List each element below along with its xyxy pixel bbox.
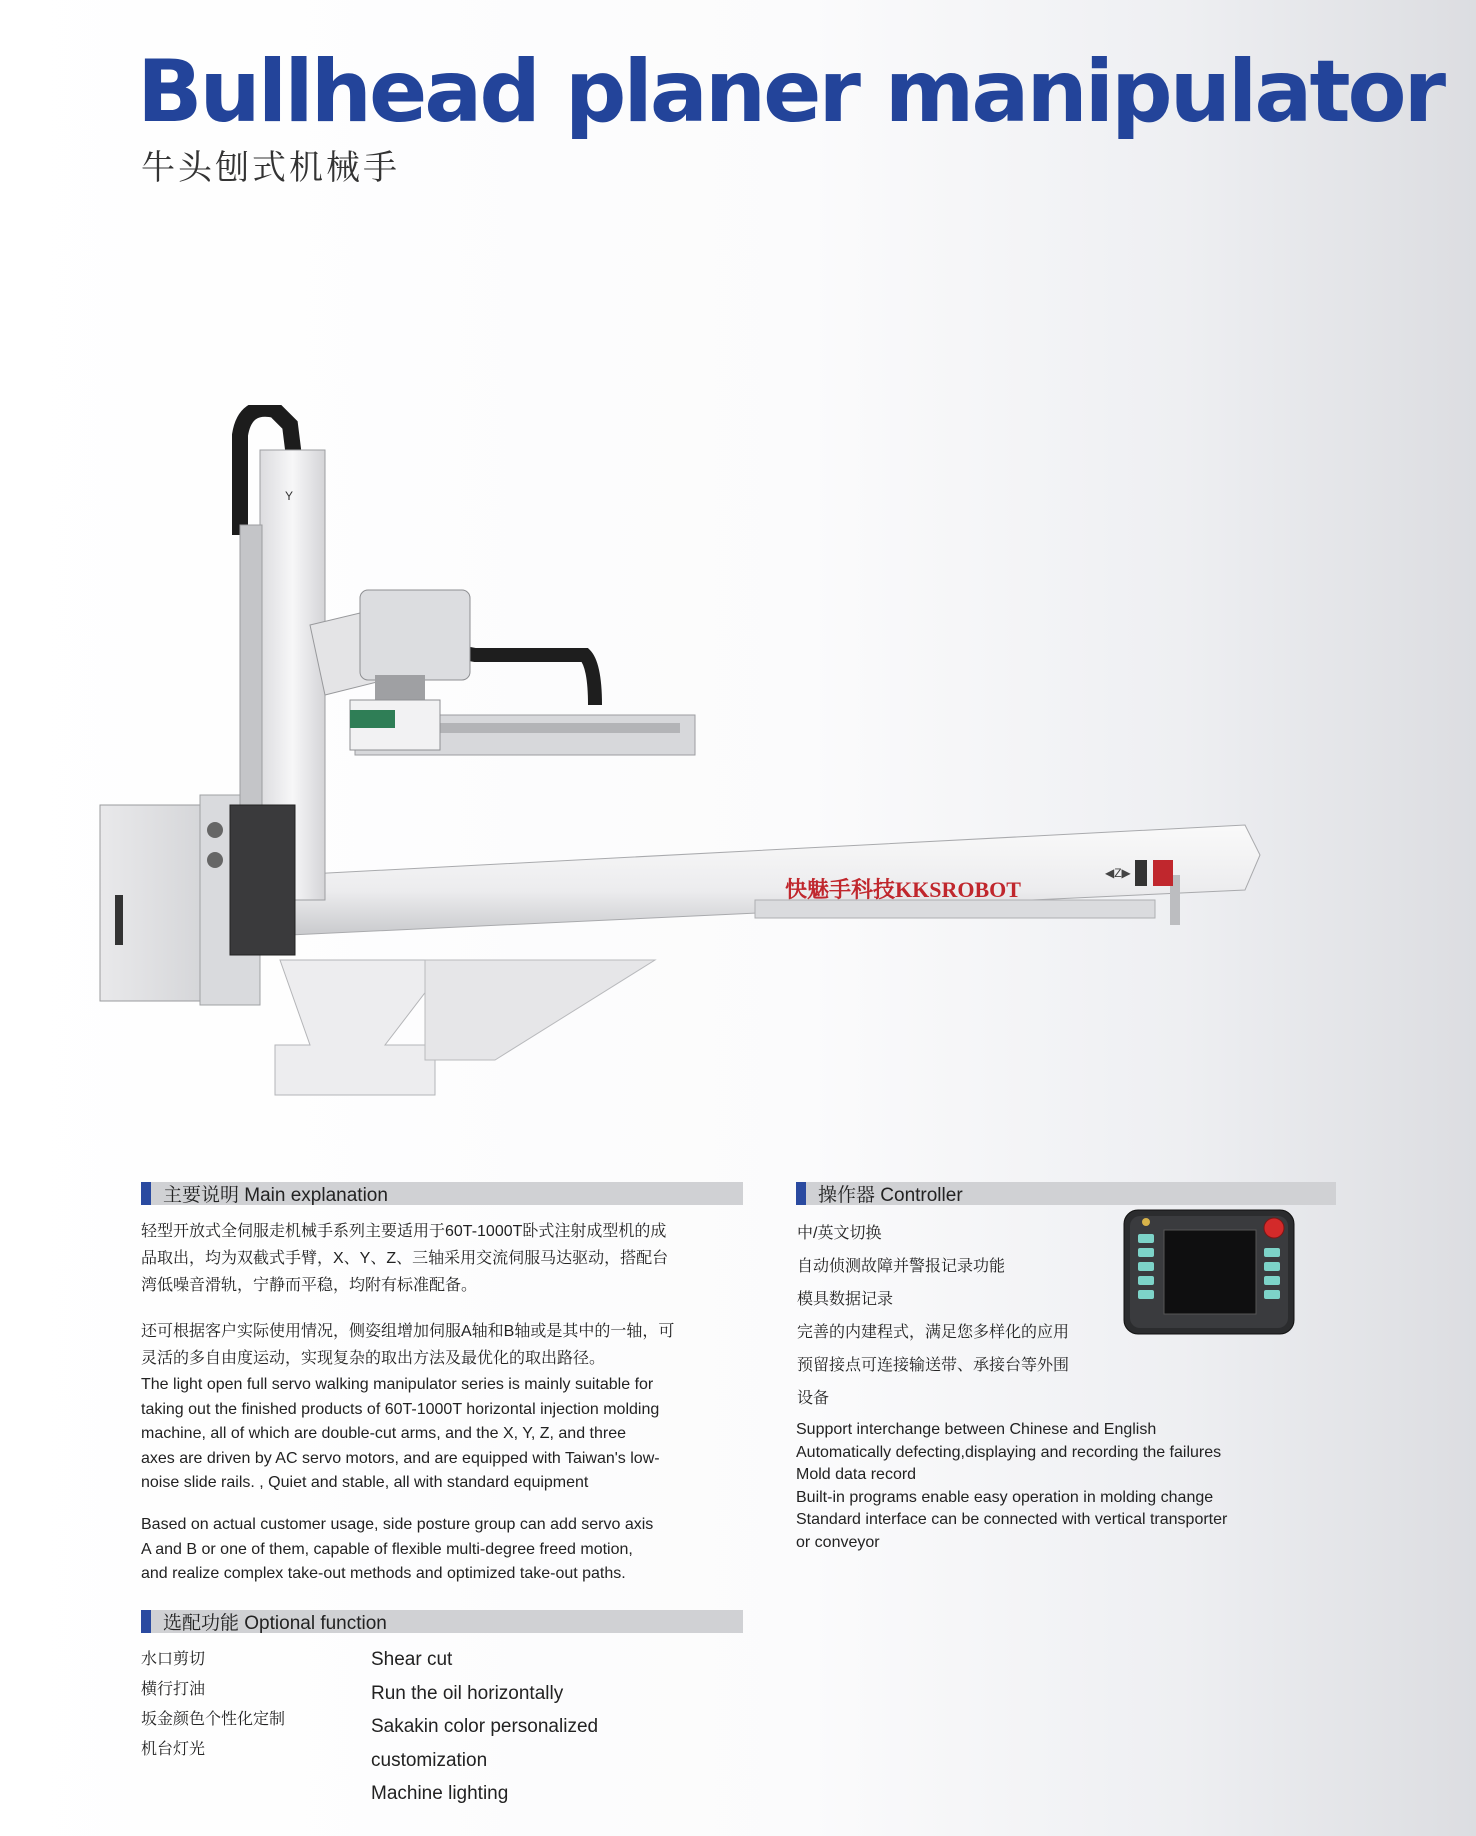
main-explanation-en-paragraph-2 xyxy=(141,1513,653,1587)
list-item: Support interchange between Chinese and English xyxy=(796,1421,1157,1438)
text-line: 灵活的多自由度运动，实现复杂的取出方法及最优化的取出路径。 xyxy=(141,1350,606,1367)
text-line: machine, all of which are double-cut arms, and the X, Y, Z, and three xyxy=(141,1425,627,1442)
list-item: Automatically defecting,displaying and recording the failures xyxy=(796,1443,1222,1461)
list-item: Machine lighting xyxy=(371,1783,509,1804)
svg-text:Y: Y xyxy=(285,489,294,503)
controller-cn-list xyxy=(797,1217,1069,1415)
main-explanation-en-paragraph-1 xyxy=(141,1373,660,1496)
controller-pendant-image xyxy=(1122,1208,1296,1336)
list-item: Sakakin color personalized xyxy=(371,1716,599,1737)
text-line: A and B or one of them, capable of flexible multi-degree freed motion, xyxy=(141,1540,633,1558)
optional-function-en-list xyxy=(371,1643,598,1811)
section-header-controller xyxy=(796,1182,1336,1205)
text-line: noise slide rails. , Quiet and stable, all with standard equipment xyxy=(141,1474,589,1491)
section-header-optional-function xyxy=(141,1610,743,1633)
gripper-unit xyxy=(230,805,295,955)
page-subtitle-cn: 牛头刨式机械手 xyxy=(141,149,400,187)
section-marker xyxy=(141,1182,151,1205)
brand-label: 快魅手科技KKSROBOT xyxy=(785,877,1021,902)
list-item: 模具数据记录 xyxy=(797,1291,894,1308)
emergency-stop-icon xyxy=(1264,1218,1284,1238)
svg-text:◀Z▶: ◀Z▶ xyxy=(1105,866,1131,880)
list-item: 中/英文切换 xyxy=(797,1225,882,1242)
controller-en-list xyxy=(796,1419,1296,1554)
text-line: and realize complex take-out methods and optimized take-out paths. xyxy=(141,1565,626,1582)
text-line: The light open full servo walking manipulator series is mainly suitable for xyxy=(141,1376,654,1393)
list-item: 设备 xyxy=(797,1390,830,1407)
list-item: Run the oil horizontally xyxy=(371,1682,564,1704)
section-header-main-explanation xyxy=(141,1182,743,1205)
manipulator-product-photo xyxy=(95,405,1355,1115)
list-item: Standard interface can be connected with vertical transporter xyxy=(796,1511,1228,1528)
list-item: or conveyor xyxy=(796,1533,880,1551)
text-line: Based on actual customer usage, side posture group can add servo axis xyxy=(141,1516,654,1533)
text-line: 湾低噪音滑轨，宁静而平稳，均附有标准配备。 xyxy=(141,1277,478,1294)
list-item: 自动侦测故障并警报记录功能 xyxy=(797,1258,1006,1275)
list-item: customization xyxy=(371,1749,488,1771)
text-line: 品取出，均为双截式手臂，X、Y、Z、三轴采用交流伺服马达驱动，搭配台 xyxy=(141,1250,669,1267)
list-item: 横行打油 xyxy=(141,1681,206,1698)
list-item: 预留接点可连接输送带、承接台等外围 xyxy=(797,1357,1070,1374)
base-pedestal xyxy=(275,960,450,1095)
section-marker xyxy=(796,1182,806,1205)
main-explanation-cn-paragraph-2 xyxy=(141,1318,674,1372)
list-item: Shear cut xyxy=(371,1649,453,1670)
list-item: 机台灯光 xyxy=(141,1741,206,1758)
optional-function-cn-list xyxy=(141,1645,285,1765)
list-item: 完善的内建程式，满足您多样化的应用 xyxy=(797,1324,1070,1341)
list-item: Built-in programs enable easy operation in molding change xyxy=(796,1488,1214,1506)
text-line: axes are driven by AC servo motors, and are equipped with Taiwan's low- xyxy=(141,1449,660,1467)
text-line: 还可根据客户实际使用情况，侧姿组增加伺服A轴和B轴或是其中的一轴，可 xyxy=(141,1323,675,1340)
page-title: Bullhead planer manipulator xyxy=(137,42,1444,142)
list-item: 坂金颜色个性化定制 xyxy=(141,1711,286,1728)
text-line: 轻型开放式全伺服走机械手系列主要适用于60T-1000T卧式注射成型机的成 xyxy=(141,1223,667,1240)
list-item: Mold data record xyxy=(796,1466,917,1483)
section-title: 选配功能 Optional function xyxy=(163,1613,387,1634)
text-line: taking out the finished products of 60T-1000T horizontal injection molding xyxy=(141,1400,660,1418)
list-item: 水口剪切 xyxy=(141,1651,206,1668)
section-title: 主要说明 Main explanation xyxy=(163,1185,388,1206)
section-marker xyxy=(141,1610,151,1633)
main-explanation-cn-paragraph-1 xyxy=(141,1218,668,1299)
section-title: 操作器 Controller xyxy=(818,1185,963,1206)
